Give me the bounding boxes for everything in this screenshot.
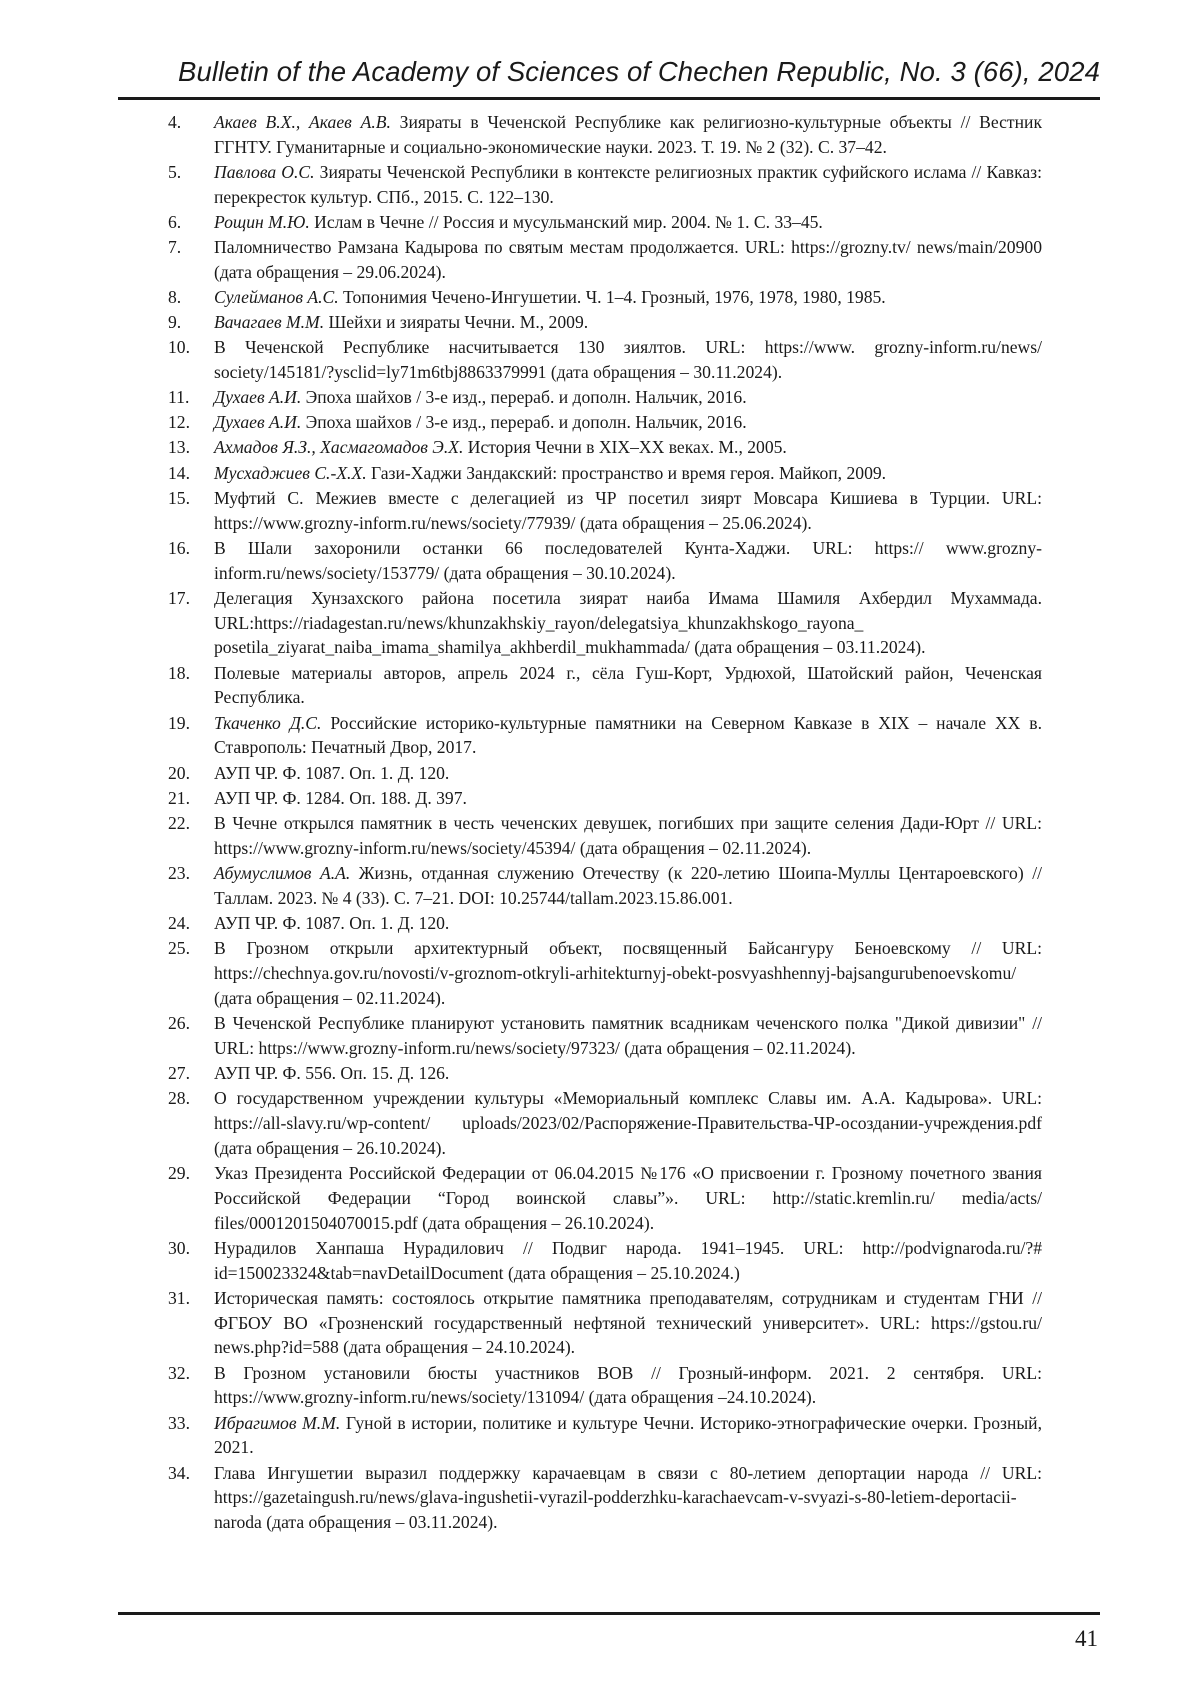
- reference-item: [168, 486, 1042, 536]
- reference-item: [168, 1236, 1042, 1286]
- reference-author: Акаев В.Х., Акаев А.В.: [214, 112, 391, 132]
- reference-number: 34.: [168, 1462, 190, 1483]
- reference-text: История Чечни в XIX–XX веках. М., 2005.: [463, 437, 787, 458]
- reference-author: Абумуслимов А.А.: [214, 862, 351, 883]
- reference-number: 8.: [168, 287, 182, 308]
- reference-number: 31.: [168, 1287, 190, 1308]
- reference-item: [168, 1061, 1042, 1086]
- reference-number: 19.: [168, 712, 190, 733]
- reference-item: [168, 861, 1042, 911]
- reference-text: Жизнь, отданная служению Отечеству (к 220-летию Шоипа-Муллы Центароевского) // Таллам. 2023. № 4 (33). С. 7–21. DOI: 10.25744/tallam.2023.15.86.001.: [214, 862, 1042, 908]
- page-number: 41: [1075, 1626, 1098, 1651]
- reference-text: Топонимия Чечено-Ингушетии. Ч. 1–4. Грозный, 1976, 1978, 1980, 1985.: [338, 287, 886, 308]
- reference-text: АУП ЧР. Ф. 556. Оп. 15. Д. 126.: [214, 1062, 450, 1083]
- reference-item: [168, 335, 1042, 385]
- reference-text: АУП ЧР. Ф. 1284. Оп. 188. Д. 397.: [214, 787, 467, 808]
- reference-number: 27.: [168, 1062, 190, 1083]
- reference-item: [168, 1011, 1042, 1061]
- reference-text: Российские историко-культурные памятники на Северном Кавказе в XIX – начале XX в. Ставрополь: Печатный Двор, 2017.: [214, 712, 1042, 758]
- reference-text: Глава Ингушетии выразил поддержку карачаевцам в связи с 80-летием депортации народа // URL: https://gazetaingush.ru/news/glava-ingushetii-vyrazil-podderzhku-karachaevcam-v-svyazi-s-80-letiem-deportacii-naroda (дата обращения – 03.11.2024).: [214, 1462, 1042, 1533]
- reference-author: Духаев А.И.: [214, 387, 302, 408]
- reference-number: 25.: [168, 937, 190, 958]
- reference-text: Гуной в истории, политике и культуре Чечни. Историко-этнографические очерки. Грозный, 2021.: [214, 1412, 1042, 1458]
- reference-text: АУП ЧР. Ф. 1087. Оп. 1. Д. 120.: [214, 762, 450, 783]
- reference-number: 26.: [168, 1012, 190, 1033]
- reference-number: 24.: [168, 912, 190, 933]
- reference-author: Ахмадов Я.З., Хасмагомадов Э.Х.: [214, 437, 464, 458]
- reference-author: Духаев А.И.: [214, 412, 302, 433]
- reference-item: [168, 235, 1042, 285]
- reference-text: Зияраты в Чеченской Республике как религиозно-культурные объекты // Вестник ГГНТУ. Гуманитарные и социально-экономические науки. 2023. Т. 19. № 2 (32). С. 37–42.: [214, 112, 1042, 157]
- reference-number: 6.: [168, 212, 182, 232]
- reference-item: [168, 711, 1042, 761]
- reference-author: Ибрагимов М.М.: [214, 1412, 341, 1433]
- reference-item: [168, 786, 1042, 811]
- reference-author: Вачагаев М.М.: [214, 312, 325, 333]
- reference-number: 23.: [168, 862, 190, 883]
- reference-item: [168, 410, 1042, 435]
- reference-number: 10.: [168, 337, 190, 358]
- reference-text: Гази-Хаджи Зандакский: пространство и время героя. Майкоп, 2009.: [366, 462, 887, 483]
- reference-item: [168, 911, 1042, 936]
- reference-number: 13.: [168, 437, 190, 458]
- reference-number: 20.: [168, 762, 190, 783]
- reference-item: [168, 1411, 1042, 1461]
- reference-item: [168, 1086, 1042, 1161]
- reference-list: [168, 110, 1042, 1535]
- reference-text: Нурадилов Ханпаша Нурадилович // Подвиг народа. 1941–1945. URL: http://podvignaroda.ru/?# id=150023324&tab=navDetailDocument (дата обращения – 25.10.2024.): [214, 1237, 1042, 1283]
- reference-text: О государственном учреждении культуры «Мемориальный комплекс Славы им. А.А. Кадырова». URL: https://all-slavy.ru/wp-content/ uploads/2023/02/Распоряжение-Правительства-ЧР-осоздании-учреждения.pdf (дата обращения – 26.10.2024).: [214, 1087, 1042, 1158]
- reference-text: В Чеченской Республике насчитывается 130 зиялтов. URL: https://www. grozny-inform.ru/news/ society/145181/?ysclid=ly71m6tbj8863379991 (дата обращения – 30.11.2024).: [214, 337, 1042, 383]
- reference-number: 30.: [168, 1237, 190, 1258]
- reference-number: 12.: [168, 412, 190, 433]
- reference-number: 29.: [168, 1162, 190, 1183]
- reference-number: 11.: [168, 387, 190, 408]
- reference-text: В Чеченской Республике планируют установить памятник всадникам чеченского полка "Дикой дивизии" // URL: https://www.grozny-inform.ru/news/society/97323/ (дата обращения – 02.11.2024).: [214, 1012, 1042, 1058]
- reference-number: 18.: [168, 662, 190, 683]
- reference-item: [168, 761, 1042, 786]
- reference-number: 32.: [168, 1362, 190, 1383]
- header-rule: [118, 97, 1100, 100]
- footer-rule: [118, 1612, 1100, 1615]
- reference-number: 22.: [168, 812, 190, 833]
- reference-number: 17.: [168, 587, 190, 608]
- reference-text: В Грозном установили бюсты участников ВОВ // Грозный-информ. 2021. 2 сентября. URL: https://www.grozny-inform.ru/news/society/131094/ (дата обращения –24.10.2024).: [214, 1362, 1042, 1408]
- reference-text: Паломничество Рамзана Кадырова по святым местам продолжается. URL: https://grozny.tv/ news/main/20900 (дата обращения – 29.06.2024).: [214, 237, 1042, 282]
- reference-author: Ткаченко Д.С.: [214, 712, 322, 733]
- reference-number: 15.: [168, 487, 190, 508]
- reference-text: Муфтий С. Межиев вместе с делегацией из ЧР посетил зиярт Мовсара Кишиева в Турции. URL: https://www.grozny-inform.ru/news/society/77939/ (дата обращения – 25.06.2024).: [214, 487, 1042, 533]
- reference-number: 9.: [168, 312, 182, 333]
- reference-text: Полевые материалы авторов, апрель 2024 г., сёла Гуш-Корт, Урдюхой, Шатойский район, Чеченская Республика.: [214, 662, 1042, 708]
- reference-item: [168, 1286, 1042, 1361]
- reference-text: В Шали захоронили останки 66 последователей Кунта-Хаджи. URL: https:// www.grozny-inform.ru/news/society/153779/ (дата обращения – 30.10.2024).: [214, 537, 1042, 583]
- reference-item: [168, 310, 1042, 335]
- reference-item: [168, 110, 1042, 160]
- reference-text: Историческая память: состоялось открытие памятника преподавателям, сотрудникам и студентам ГНИ // ФГБОУ ВО «Грозненский государственный нефтяной технический университет». URL: https://gstou.ru/ news.php?id=588 (дата обращения – 24.10.2024).: [214, 1287, 1042, 1358]
- reference-item: [168, 1161, 1042, 1236]
- reference-item: [168, 461, 1042, 486]
- journal-running-header: Bulletin of the Academy of Sciences of Chechen Republic, No. 3 (66), 2024: [178, 56, 1100, 87]
- reference-item: [168, 435, 1042, 460]
- reference-author: Рощин М.Ю.: [214, 212, 310, 232]
- reference-item: [168, 661, 1042, 711]
- reference-author: Сулейманов А.С.: [214, 287, 339, 308]
- reference-number: 14.: [168, 462, 190, 483]
- reference-number: 16.: [168, 537, 190, 558]
- reference-author: Мусхаджиев С.-Х.Х.: [214, 462, 367, 483]
- reference-number: 4.: [168, 112, 182, 132]
- reference-item: [168, 385, 1042, 410]
- reference-item: [168, 1461, 1042, 1536]
- reference-item: [168, 936, 1042, 1011]
- reference-item: [168, 586, 1042, 661]
- reference-item: [168, 536, 1042, 586]
- reference-number: 33.: [168, 1412, 190, 1433]
- reference-text: Эпоха шайхов / 3-е изд., перераб. и дополн. Нальчик, 2016.: [301, 387, 747, 408]
- reference-item: [168, 160, 1042, 210]
- reference-author: Павлова О.С.: [214, 162, 315, 182]
- reference-text: Эпоха шайхов / 3-е изд., перераб. и дополн. Нальчик, 2016.: [301, 412, 747, 433]
- reference-text: Ислам в Чечне // Россия и мусульманский мир. 2004. № 1. С. 33–45.: [309, 212, 823, 232]
- reference-item: [168, 811, 1042, 861]
- reference-text: Делегация Хунзахского района посетила зиярат наиба Имама Шамиля Ахбердил Мухаммада. URL:https://riadagestan.ru/news/khunzakhskiy_rayon/delegatsiya_khunzakhskogo_rayona_ posetila_ziyarat_naiba_imama_shamilya_akhberdil_mukhammada/ (дата обращения – 03.11.2024).: [214, 587, 1042, 658]
- reference-text: Зияраты Чеченской Республики в контексте религиозных практик суфийского ислама // Кавказ: перекресток культур. СПб., 2015. С. 122–130.: [214, 162, 1042, 207]
- reference-item: [168, 285, 1042, 310]
- reference-number: 21.: [168, 787, 190, 808]
- reference-text: АУП ЧР. Ф. 1087. Оп. 1. Д. 120.: [214, 912, 450, 933]
- reference-text: В Чечне открылся памятник в честь чеченских девушек, погибших при защите селения Дади-Юрт // URL: https://www.grozny-inform.ru/news/society/45394/ (дата обращения – 02.11.2024).: [214, 812, 1042, 858]
- reference-text: В Грозном открыли архитектурный объект, посвященный Байсангуру Беноевскому // URL: https://chechnya.gov.ru/novosti/v-groznom-otkryli-arhitekturnyj-obekt-posvyashhennyj-bajsangurubenoevskomu/ (дата обращения – 02.11.2024).: [214, 937, 1042, 1008]
- reference-item: [168, 1361, 1042, 1411]
- reference-text: Указ Президента Российской Федерации от 06.04.2015 №176 «О присвоении г. Грозному почетного звания Российской Федерации “Город воинской славы”». URL: http://static.kremlin.ru/ media/acts/ files/0001201504070015.pdf (дата обращения – 26.10.2024).: [214, 1162, 1042, 1233]
- reference-item: [168, 210, 1042, 235]
- reference-number: 5.: [168, 162, 182, 182]
- reference-number: 7.: [168, 237, 182, 258]
- reference-number: 28.: [168, 1087, 190, 1108]
- reference-text: Шейхи и зияраты Чечни. М., 2009.: [324, 312, 589, 333]
